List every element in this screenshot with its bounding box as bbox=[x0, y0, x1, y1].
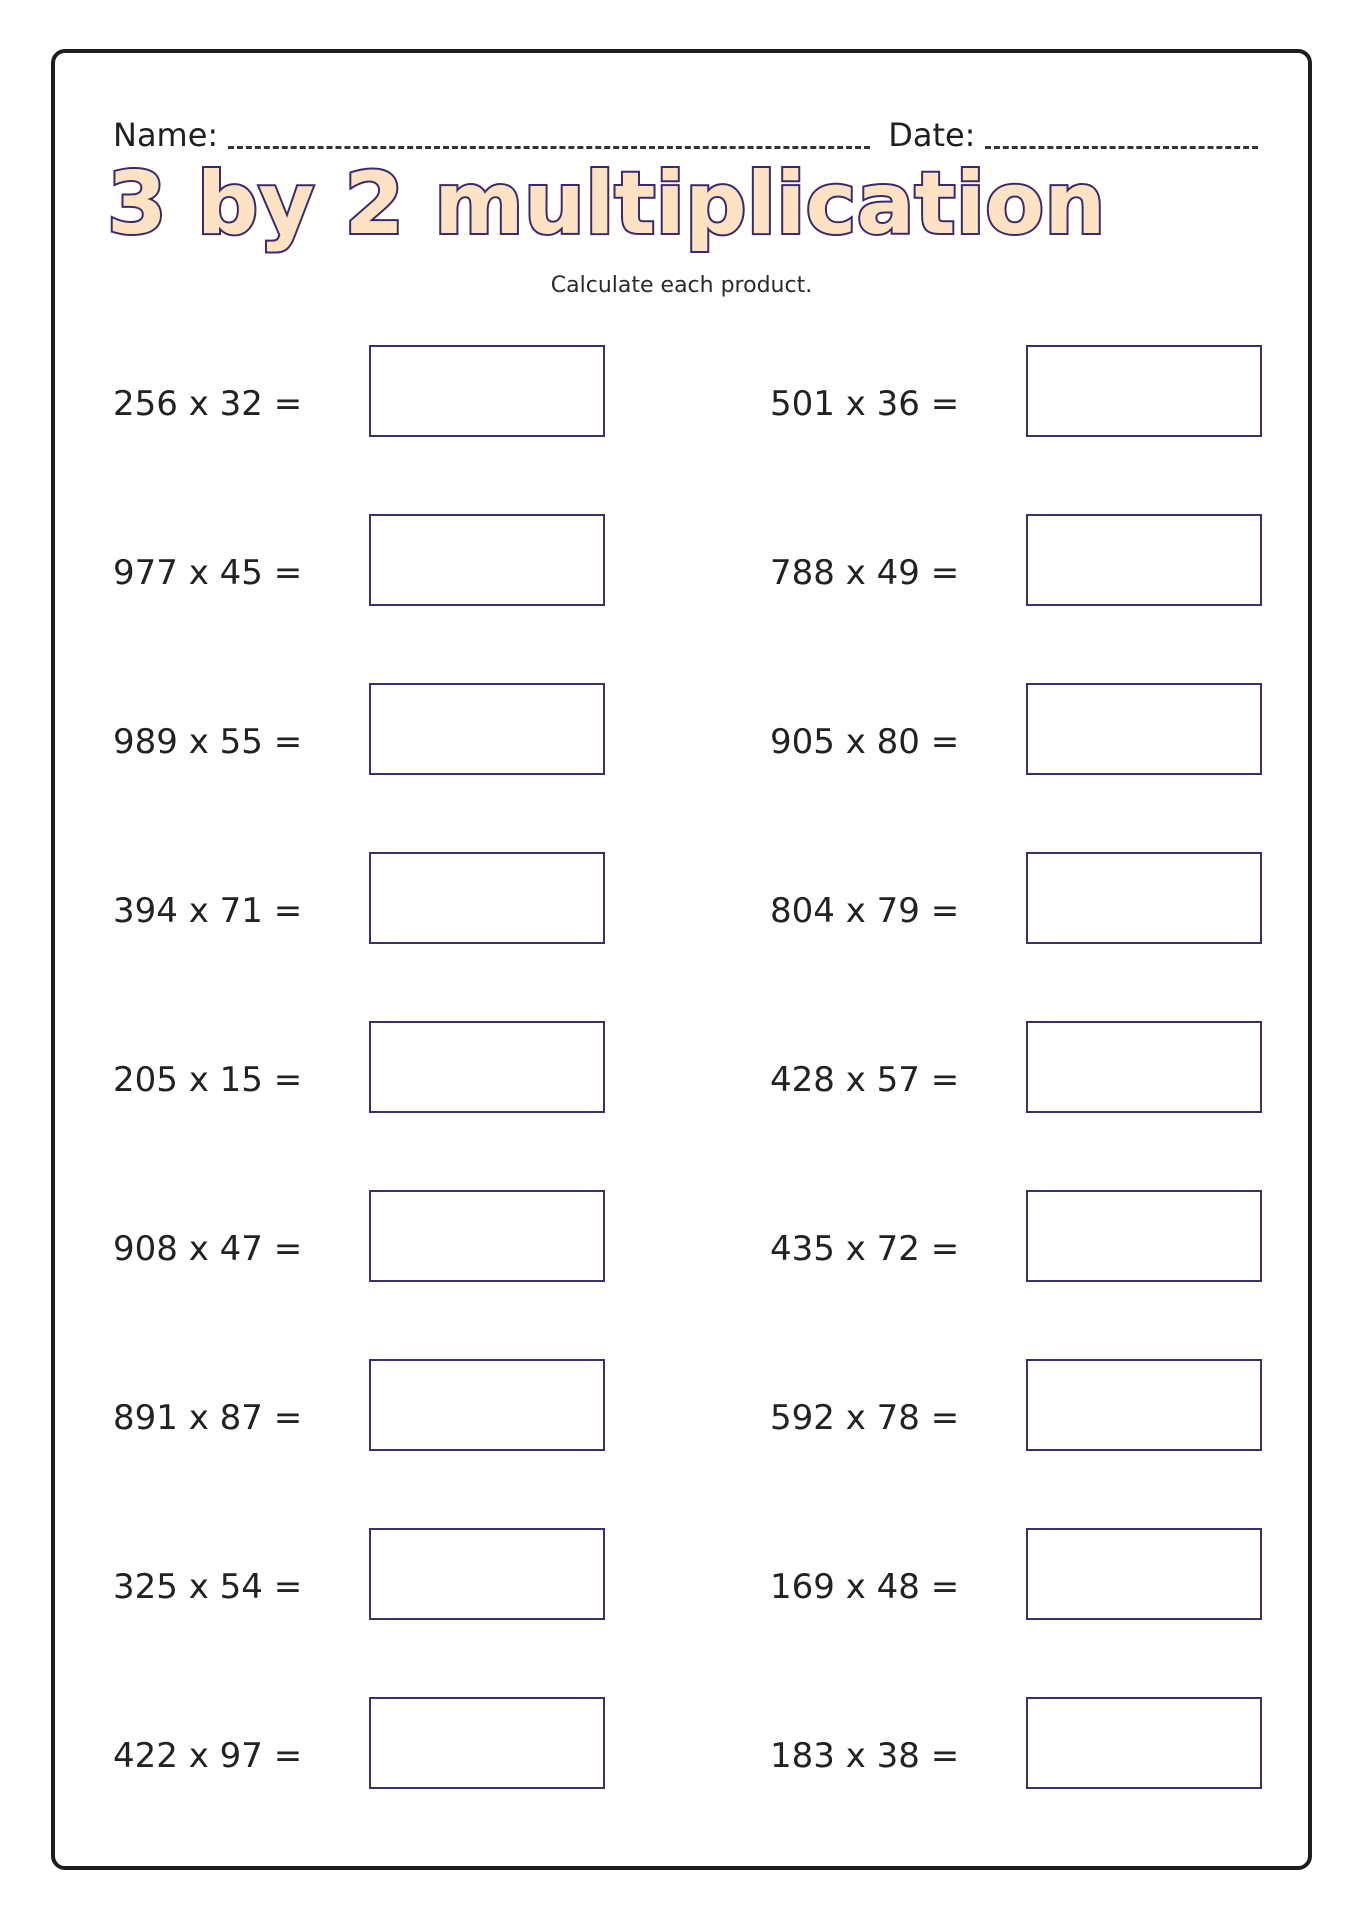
answer-box[interactable] bbox=[1026, 683, 1262, 775]
page-title: 3 by 2 multiplication bbox=[107, 154, 1106, 254]
answer-box[interactable] bbox=[1026, 1528, 1262, 1620]
answer-box[interactable] bbox=[369, 345, 605, 437]
problem-expression: 169 x 48 = bbox=[770, 1567, 960, 1607]
problem-expression: 908 x 47 = bbox=[113, 1229, 303, 1269]
answer-box[interactable] bbox=[369, 1697, 605, 1789]
answer-box[interactable] bbox=[369, 852, 605, 944]
problem-expression: 394 x 71 = bbox=[113, 891, 303, 931]
answer-box[interactable] bbox=[1026, 1359, 1262, 1451]
answer-box[interactable] bbox=[1026, 1190, 1262, 1282]
problem-expression: 592 x 78 = bbox=[770, 1398, 960, 1438]
name-label: Name: bbox=[113, 116, 219, 154]
problem-expression: 183 x 38 = bbox=[770, 1736, 960, 1776]
problem-expression: 428 x 57 = bbox=[770, 1060, 960, 1100]
problem-expression: 905 x 80 = bbox=[770, 722, 960, 762]
answer-box[interactable] bbox=[369, 1359, 605, 1451]
name-field[interactable] bbox=[228, 146, 870, 149]
problem-expression: 205 x 15 = bbox=[113, 1060, 303, 1100]
problem-expression: 891 x 87 = bbox=[113, 1398, 303, 1438]
worksheet-sheet bbox=[51, 49, 1312, 1870]
answer-box[interactable] bbox=[1026, 345, 1262, 437]
answer-box[interactable] bbox=[369, 1021, 605, 1113]
problem-expression: 989 x 55 = bbox=[113, 722, 303, 762]
answer-box[interactable] bbox=[369, 514, 605, 606]
answer-box[interactable] bbox=[369, 1190, 605, 1282]
date-label: Date: bbox=[888, 116, 976, 154]
problem-expression: 325 x 54 = bbox=[113, 1567, 303, 1607]
answer-box[interactable] bbox=[369, 683, 605, 775]
date-field[interactable] bbox=[985, 146, 1258, 149]
problem-expression: 435 x 72 = bbox=[770, 1229, 960, 1269]
problem-expression: 422 x 97 = bbox=[113, 1736, 303, 1776]
answer-box[interactable] bbox=[369, 1528, 605, 1620]
answer-box[interactable] bbox=[1026, 852, 1262, 944]
answer-box[interactable] bbox=[1026, 514, 1262, 606]
answer-box[interactable] bbox=[1026, 1021, 1262, 1113]
problem-expression: 977 x 45 = bbox=[113, 553, 303, 593]
header-line bbox=[113, 111, 1258, 154]
problem-expression: 804 x 79 = bbox=[770, 891, 960, 931]
problem-expression: 256 x 32 = bbox=[113, 384, 303, 424]
answer-box[interactable] bbox=[1026, 1697, 1262, 1789]
instruction-text: Calculate each product. bbox=[550, 273, 813, 298]
problem-expression: 788 x 49 = bbox=[770, 553, 960, 593]
problem-expression: 501 x 36 = bbox=[770, 384, 960, 424]
